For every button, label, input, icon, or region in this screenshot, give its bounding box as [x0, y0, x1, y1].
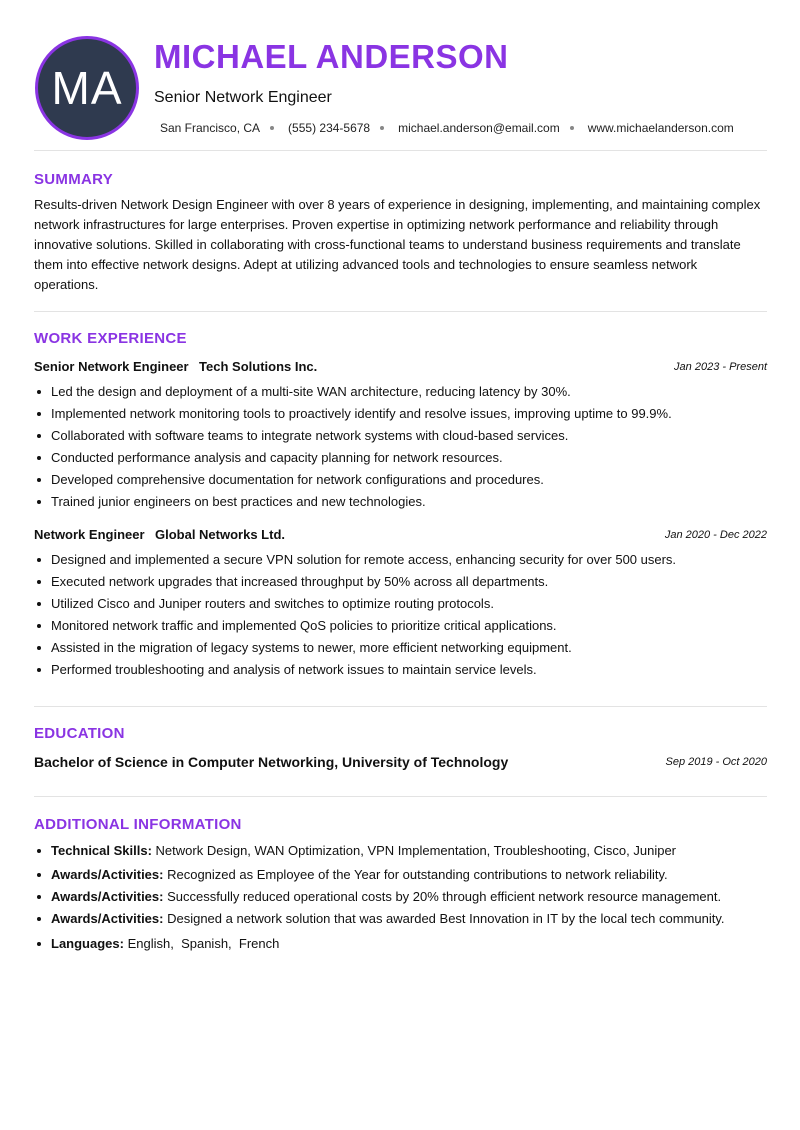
list-item: Implemented network monitoring tools to proactively identify and resolve issues, improving uptime to 99.9%.	[34, 403, 767, 425]
avatar-initials: MA	[51, 62, 123, 114]
item-label: Awards/Activities:	[51, 889, 164, 904]
item-text: Network Design, WAN Optimization, VPN Implementation, Troubleshooting, Cisco, Juniper	[155, 843, 677, 858]
list-item: Developed comprehensive documentation for network configurations and procedures.	[34, 469, 767, 491]
list-item: Assisted in the migration of legacy systems to newer, more efficient networking equipment.	[34, 637, 767, 659]
candidate-name: MICHAEL ANDERSON	[154, 38, 509, 75]
item-text: Recognized as Employee of the Year for outstanding contributions to network reliability.	[167, 867, 668, 882]
list-item	[34, 840, 767, 864]
separator-dot	[570, 126, 574, 130]
job-header	[34, 526, 767, 544]
list-item: Conducted performance analysis and capacity planning for network resources.	[34, 447, 767, 469]
job-company: Global Networks Ltd.	[154, 527, 285, 542]
job-dates: Jan 2020 - Dec 2022	[664, 529, 767, 541]
item-text: Designed a network solution that was awarded Best Innovation in IT by the local tech community.	[167, 911, 725, 926]
job-company: Tech Solutions Inc.	[199, 359, 318, 374]
education-degree: Bachelor of Science in Computer Networking, University of Technology	[34, 754, 509, 770]
list-item	[34, 908, 767, 933]
summary-heading: SUMMARY	[34, 171, 114, 188]
item-label: Awards/Activities:	[51, 867, 164, 882]
list-item: Utilized Cisco and Juniper routers and switches to optimize routing protocols.	[34, 593, 767, 615]
contact-email[interactable]: michael.anderson@email.com	[398, 121, 560, 135]
contact-phone: (555) 234-5678	[288, 121, 371, 135]
education-heading: EDUCATION	[34, 725, 125, 742]
candidate-title: Senior Network Engineer	[154, 89, 332, 106]
list-item: Monitored network traffic and implemented QoS policies to prioritize critical applications.	[34, 615, 767, 637]
job-header	[34, 358, 767, 376]
job-bullets	[34, 381, 767, 513]
additional-list	[34, 840, 767, 955]
experience-heading: WORK EXPERIENCE	[34, 330, 187, 347]
section-divider	[34, 311, 767, 312]
list-item: Designed and implemented a secure VPN solution for remote access, enhancing security for over 500 users.	[34, 549, 767, 571]
list-item	[34, 864, 767, 886]
list-item: Led the design and deployment of a multi-site WAN architecture, reducing latency by 30%.	[34, 381, 767, 403]
additional-heading: ADDITIONAL INFORMATION	[34, 816, 242, 833]
job-role: Network Engineer	[34, 527, 145, 542]
item-label: Awards/Activities:	[51, 911, 164, 926]
item-label: Languages:	[51, 936, 124, 951]
list-item: Trained junior engineers on best practices and new technologies.	[34, 491, 767, 513]
job-title-line	[34, 526, 285, 544]
item-text: English, Spanish, French	[127, 936, 280, 951]
summary-text: Results-driven Network Design Engineer with over 8 years of experience in designing, implementing, and maintaining complex network infrastructures for large enterprises. Proven expertise in optimizing network performance and reliability through innovative solutions. Skilled in collaborating with cross-functional teams to understand business requirements and translate them into effective network designs. Adept at utilizing advanced tools and technologies to ensure seamless network operations.	[34, 197, 761, 292]
item-text: Successfully reduced operational costs by 20% through efficient network resource management.	[167, 889, 722, 904]
job-title-line	[34, 358, 317, 376]
section-divider	[34, 796, 767, 797]
list-item	[34, 886, 767, 908]
contact-bar	[160, 121, 734, 135]
education-dates: Sep 2019 - Oct 2020	[665, 756, 767, 768]
job-dates: Jan 2023 - Present	[674, 361, 767, 373]
list-item: Executed network upgrades that increased throughput by 50% across all departments.	[34, 571, 767, 593]
section-divider	[34, 150, 767, 151]
list-item	[34, 933, 767, 955]
job-role: Senior Network Engineer	[34, 359, 189, 374]
list-item: Collaborated with software teams to integrate network systems with cloud-based services.	[34, 425, 767, 447]
item-label: Technical Skills:	[51, 843, 152, 858]
section-divider	[34, 706, 767, 707]
separator-dot	[380, 126, 384, 130]
list-item: Performed troubleshooting and analysis of network issues to maintain service levels.	[34, 659, 767, 681]
contact-location: San Francisco, CA	[160, 121, 261, 135]
separator-dot	[270, 126, 274, 130]
job-bullets	[34, 549, 767, 681]
contact-website[interactable]: www.michaelanderson.com	[587, 121, 734, 135]
education-entry	[34, 753, 767, 771]
avatar	[35, 36, 139, 140]
